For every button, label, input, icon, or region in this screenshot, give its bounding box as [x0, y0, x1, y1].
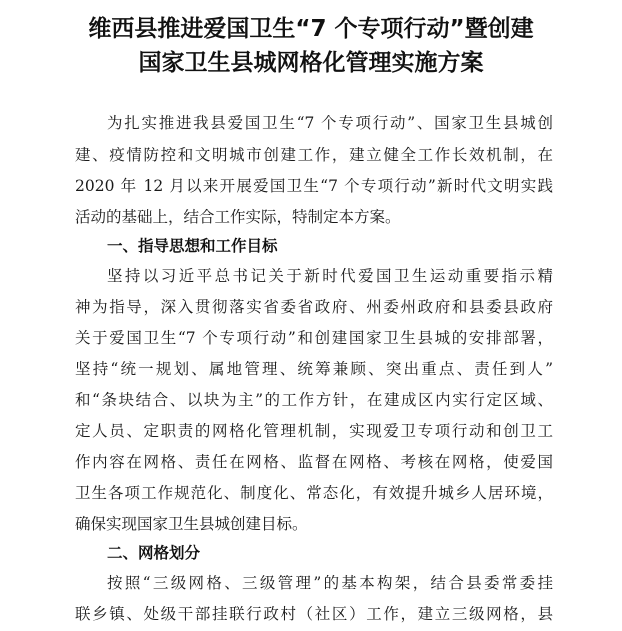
section-2-line-1: 按照“三级网格、三级管理”的基本构架，结合县委常委挂 [107, 574, 553, 592]
section-1-line-2: 神为指导，深入贯彻落实省委省政府、州委州政府和县委县政府 [75, 298, 553, 316]
intro-paragraph-line-1: 为扎实推进我县爱国卫生“7 个专项行动”、国家卫生县城创 [107, 114, 553, 132]
document-title-line-2: 国家卫生县城网格化管理实施方案 [138, 50, 484, 76]
section-1-line-3: 关于爱国卫生“7 个专项行动”和创建国家卫生县城的安排部署， [75, 329, 553, 347]
intro-paragraph-line-4: 活动的基础上，结合工作实际，特制定本方案。 [75, 208, 401, 226]
section-2-line-2: 联乡镇、处级干部挂联行政村（社区）工作，建立三级网格，县 [75, 605, 553, 623]
intro-paragraph-line-3: 2020 年 12 月以来开展爱国卫生“7 个专项行动”新时代文明实践 [75, 177, 553, 195]
intro-paragraph-line-2: 建、疫情防控和文明城市创建工作，建立健全工作长效机制，在 [75, 146, 553, 164]
section-1-line-8: 卫生各项工作规范化、制度化、常态化，有效提升城乡人居环境， [75, 484, 553, 502]
section-1-line-1: 坚持以习近平总书记关于新时代爱国卫生运动重要指示精 [107, 267, 553, 285]
section-2-heading: 二、网格划分 [107, 544, 201, 562]
section-1-heading: 一、指导思想和工作目标 [107, 237, 278, 255]
section-1-line-5: 和“条块结合、以块为主”的工作方针，在建成区内实行定区域、 [75, 391, 553, 409]
section-1-line-9: 确保实现国家卫生县城创建目标。 [75, 515, 308, 533]
document-title-line-1: 维西县推进爱国卫生“7 个专项行动”暨创建 [88, 16, 534, 42]
section-1-line-4: 坚持“统一规划、属地管理、统筹兼顾、突出重点、责任到人” [75, 360, 553, 378]
section-1-line-7: 作内容在网格、责任在网格、监督在网格、考核在网格，使爱国 [75, 453, 553, 471]
section-1-line-6: 定人员、定职责的网格化管理机制，实现爱卫专项行动和创卫工 [75, 422, 553, 440]
